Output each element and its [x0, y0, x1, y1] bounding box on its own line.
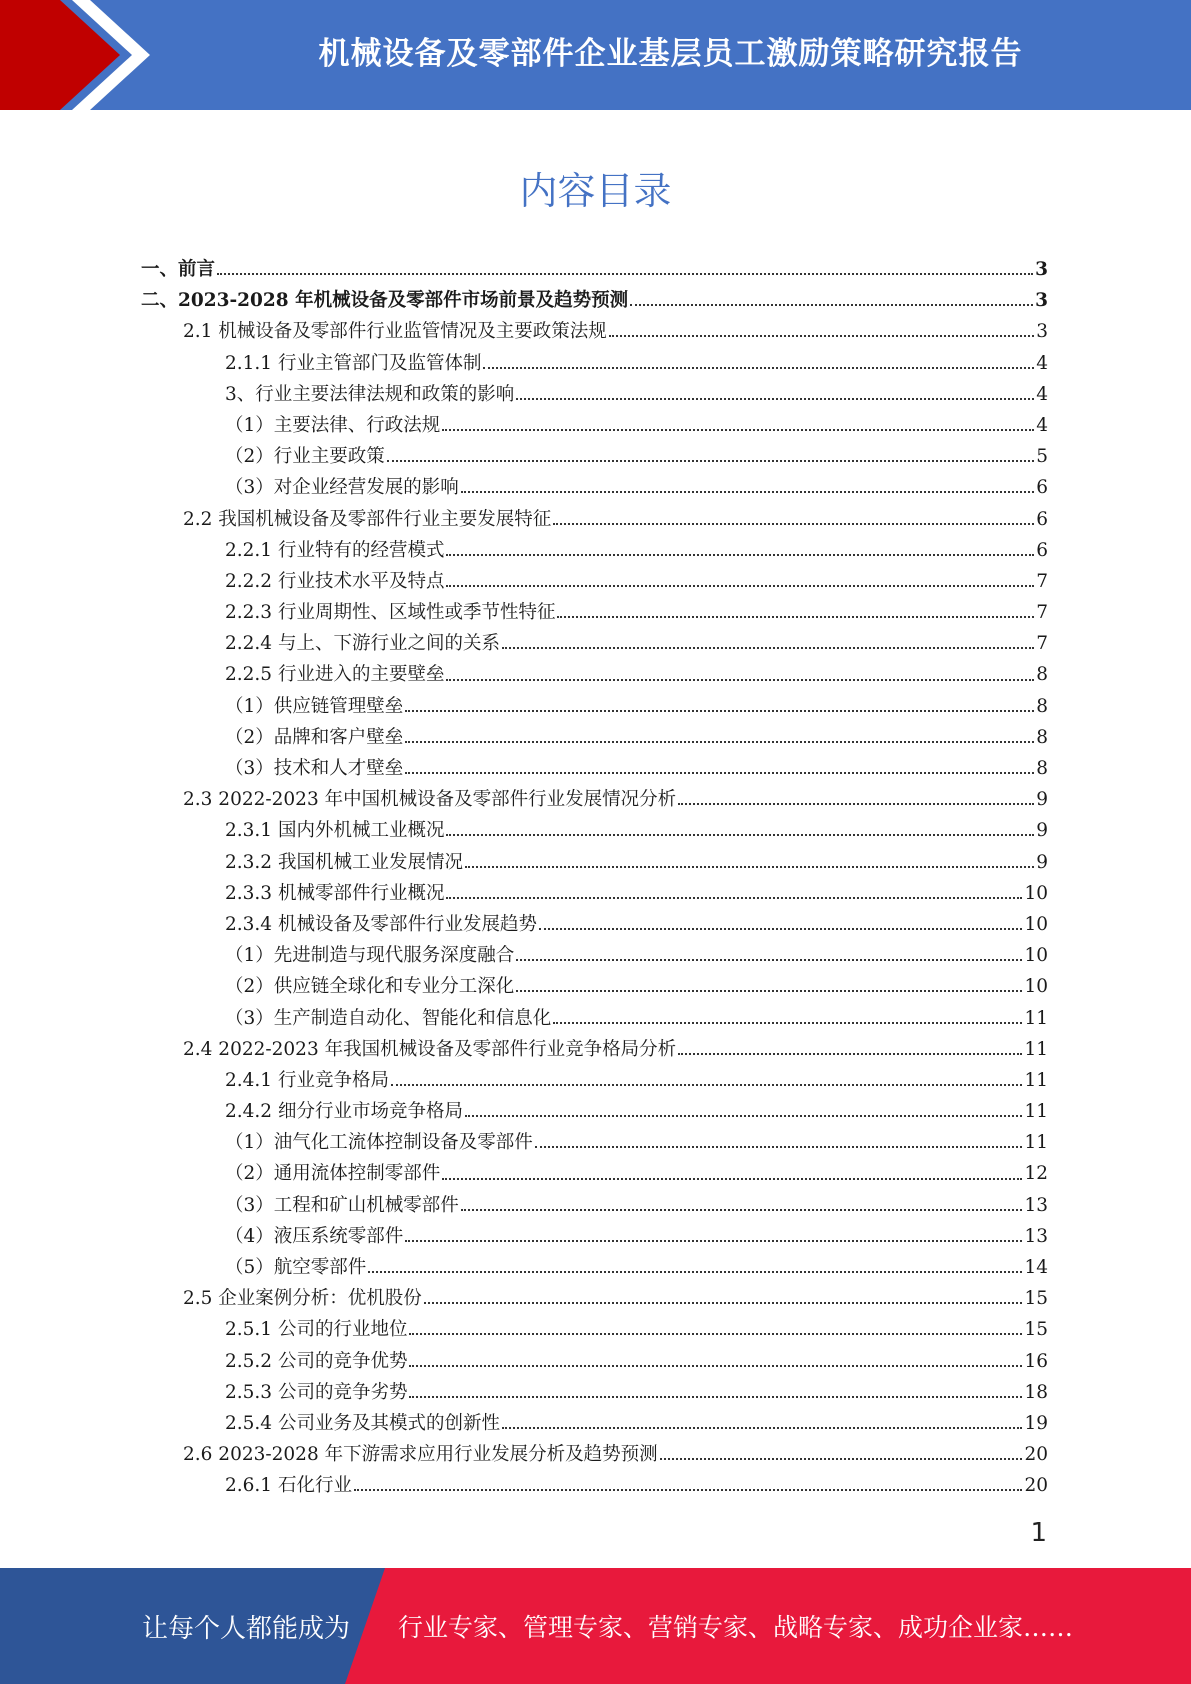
toc-dot-leader: [387, 459, 1034, 462]
toc-dot-leader: [630, 303, 1033, 306]
toc-entry[interactable]: [141, 940, 1048, 971]
toc-entry-label: 2.5.1 公司的行业地位: [225, 1319, 408, 1341]
toc-dot-leader: [446, 553, 1034, 556]
toc-entry[interactable]: [141, 535, 1048, 566]
toc-entry-label: 2.2.5 行业进入的主要壁垒: [225, 664, 445, 686]
report-title: 机械设备及零部件企业基层员工激励策略研究报告: [318, 35, 1023, 72]
toc-entry-label: 2.3.4 机械设备及零部件行业发展趋势: [225, 913, 537, 935]
toc-entry-page: 10: [1024, 882, 1048, 904]
toc-dot-leader: [391, 1083, 1022, 1086]
toc-entry[interactable]: [141, 784, 1048, 815]
toc-entry-page: 11: [1024, 1069, 1048, 1091]
toc-entry-page: 11: [1024, 1132, 1048, 1154]
toc-entry-page: 10: [1024, 945, 1048, 967]
toc-entry-page: 9: [1036, 789, 1048, 811]
toc-entry[interactable]: [141, 691, 1048, 722]
toc-dot-leader: [405, 771, 1034, 774]
toc-dot-leader: [424, 1301, 1023, 1304]
toc-dot-leader: [516, 397, 1034, 400]
toc-entry[interactable]: [141, 1190, 1048, 1221]
toc-entry-page: 3: [1035, 290, 1048, 312]
toc-entry[interactable]: [141, 379, 1048, 410]
toc-entry-page: 9: [1036, 851, 1048, 873]
toc-entry-label: 2.6 2023-2028 年下游需求应用行业发展分析及趋势预测: [183, 1444, 658, 1466]
toc-dot-leader: [553, 522, 1034, 525]
toc-dot-leader: [535, 1145, 1023, 1148]
toc-entry-label: 二、2023-2028 年机械设备及零部件市场前景及趋势预测: [141, 290, 629, 312]
page-footer: [0, 1568, 1191, 1684]
toc-dot-leader: [409, 1332, 1022, 1335]
toc-entry-label: 2.3.1 国内外机械工业概况: [225, 820, 445, 842]
toc-entry-label: 2.2.1 行业特有的经营模式: [225, 539, 445, 561]
toc-dot-leader: [483, 366, 1034, 369]
toc-dot-leader: [446, 833, 1034, 836]
toc-entry-label: 2.4 2022-2023 年我国机械设备及零部件行业竞争格局分析: [183, 1038, 677, 1060]
toc-entry[interactable]: [141, 628, 1048, 659]
toc-entry-page: 13: [1024, 1194, 1048, 1216]
toc-dot-leader: [442, 428, 1034, 431]
toc-entry-label: （1）供应链管理壁垒: [225, 695, 404, 717]
toc-entry-page: 5: [1036, 446, 1048, 468]
toc-dot-leader: [405, 1239, 1022, 1242]
toc-entry-label: 2.2.2 行业技术水平及特点: [225, 570, 445, 592]
toc-dot-leader: [502, 1426, 1022, 1429]
toc-dot-leader: [502, 646, 1034, 649]
toc-entry-label: 2.2.3 行业周期性、区域性或季节性特征: [225, 602, 556, 624]
toc-entry-page: 11: [1024, 1038, 1048, 1060]
toc-entry[interactable]: [141, 909, 1048, 940]
toc-entry-label: （2）通用流体控制零部件: [225, 1163, 441, 1185]
toc-entry[interactable]: [141, 1252, 1048, 1283]
toc-entry-page: 11: [1024, 1101, 1048, 1123]
toc-entry[interactable]: [141, 1096, 1048, 1127]
toc-entry-label: （3）生产制造自动化、智能化和信息化: [225, 1007, 552, 1029]
toc-dot-leader: [405, 740, 1034, 743]
toc-entry-label: 2.2 我国机械设备及零部件行业主要发展特征: [183, 508, 552, 530]
toc-entry-label: 2.3 2022-2023 年中国机械设备及零部件行业发展情况分析: [183, 789, 677, 811]
toc-entry[interactable]: [141, 1065, 1048, 1096]
toc-entry-page: 7: [1036, 570, 1048, 592]
toc-entry-label: 一、前言: [141, 259, 216, 280]
toc-entry-label: 2.5.2 公司的竞争优势: [225, 1350, 408, 1372]
toc-dot-leader: [609, 334, 1034, 337]
toc-entry[interactable]: [141, 971, 1048, 1002]
toc-entry-label: 2.5.3 公司的竞争劣势: [225, 1381, 408, 1403]
toc-entry-page: 13: [1024, 1225, 1048, 1247]
toc-entry-label: （2）供应链全球化和专业分工深化: [225, 976, 515, 998]
toc-entry[interactable]: [141, 1470, 1048, 1501]
toc-dot-leader: [409, 1395, 1022, 1398]
toc-entry[interactable]: [141, 1408, 1048, 1439]
toc-entry[interactable]: [141, 1377, 1048, 1408]
toc-dot-leader: [553, 1021, 1022, 1024]
toc-dot-leader: [678, 802, 1034, 805]
toc-entry[interactable]: [141, 1158, 1048, 1189]
toc-entry[interactable]: [141, 1127, 1048, 1158]
toc-entry-page: 9: [1036, 820, 1048, 842]
toc-entry-page: 4: [1036, 383, 1048, 405]
toc-entry-label: （5）航空零部件: [225, 1257, 367, 1278]
toc-dot-leader: [446, 896, 1022, 899]
toc-dot-leader: [516, 989, 1022, 992]
toc-dot-leader: [368, 1270, 1022, 1273]
toc-entry-page: 8: [1036, 695, 1048, 717]
toc-entry[interactable]: [141, 316, 1048, 347]
toc-entry[interactable]: [141, 659, 1048, 690]
toc-entry-page: 4: [1036, 414, 1048, 436]
toc-entry[interactable]: [141, 441, 1048, 472]
toc-entry[interactable]: [141, 1221, 1048, 1252]
toc-entry[interactable]: [141, 1003, 1048, 1034]
header-arrow-graphic: [0, 0, 170, 110]
toc-dot-leader: [409, 1364, 1022, 1367]
toc-entry-page: 6: [1036, 477, 1048, 499]
toc-dot-leader: [442, 1177, 1022, 1180]
toc-entry-page: 8: [1036, 758, 1048, 779]
toc-title: 内容目录: [519, 169, 672, 213]
toc-entry[interactable]: [141, 722, 1048, 753]
toc-entry-label: 2.4.2 细分行业市场竞争格局: [225, 1101, 463, 1123]
footer-slogan-left: 让每个人都能成为: [142, 1613, 351, 1644]
toc-entry-label: 3、行业主要法律法规和政策的影响: [225, 383, 515, 405]
toc-entry[interactable]: [141, 285, 1048, 316]
toc-entry-page: 3: [1036, 321, 1048, 343]
toc-dot-leader: [678, 1052, 1022, 1055]
toc-entry-page: 8: [1036, 726, 1048, 748]
toc-entry[interactable]: [141, 504, 1048, 535]
toc-entry[interactable]: [141, 1439, 1048, 1470]
toc-entry-page: 11: [1024, 1007, 1048, 1029]
toc-entry[interactable]: [141, 1346, 1048, 1377]
toc-entry-label: 2.5.4 公司业务及其模式的创新性: [225, 1412, 500, 1434]
toc-entry-page: 16: [1024, 1350, 1048, 1372]
toc-entry[interactable]: [141, 410, 1048, 441]
toc-entry[interactable]: [141, 753, 1048, 784]
toc-entry-label: 2.6.1 石化行业: [225, 1475, 352, 1497]
toc-entry-label: （1）先进制造与现代服务深度融合: [225, 945, 515, 967]
toc-entry-label: 2.5 企业案例分析：优机股份: [183, 1288, 422, 1310]
toc-entry-page: 20: [1024, 1444, 1048, 1466]
table-of-contents: [141, 254, 1048, 1502]
toc-entry-label: （1）主要法律、行政法规: [225, 414, 441, 436]
toc-entry-label: （4）液压系统零部件: [225, 1225, 404, 1247]
toc-dot-leader: [539, 927, 1022, 930]
toc-entry-label: （3）工程和矿山机械零部件: [225, 1194, 459, 1216]
toc-dot-leader: [354, 1488, 1023, 1491]
toc-entry-label: 2.3.2 我国机械工业发展情况: [225, 851, 463, 873]
toc-entry-page: 8: [1036, 664, 1048, 686]
toc-dot-leader: [660, 1457, 1023, 1460]
toc-entry[interactable]: [141, 597, 1048, 628]
toc-entry-label: 2.1 机械设备及零部件行业监管情况及主要政策法规: [183, 321, 607, 343]
page-number: 1: [1030, 1518, 1047, 1548]
toc-entry[interactable]: [141, 472, 1048, 503]
toc-entry[interactable]: [141, 878, 1048, 909]
toc-entry[interactable]: [141, 815, 1048, 846]
toc-entry-page: 7: [1036, 633, 1048, 655]
toc-entry-label: 2.2.4 与上、下游行业之间的关系: [225, 633, 500, 655]
toc-entry-label: （3）技术和人才壁垒: [225, 758, 404, 779]
toc-entry-page: 6: [1036, 539, 1048, 561]
toc-entry-page: 15: [1024, 1288, 1048, 1310]
toc-dot-leader: [465, 865, 1034, 868]
toc-dot-leader: [446, 678, 1034, 681]
toc-dot-leader: [405, 709, 1034, 712]
toc-dot-leader: [516, 958, 1022, 961]
toc-entry-label: 2.3.3 机械零部件行业概况: [225, 882, 445, 904]
toc-entry-page: 3: [1035, 259, 1048, 280]
toc-dot-leader: [461, 1208, 1023, 1211]
toc-entry-label: （2）行业主要政策: [225, 446, 385, 468]
toc-entry[interactable]: [141, 1314, 1048, 1345]
toc-dot-leader: [465, 1114, 1022, 1117]
toc-entry-label: （1）油气化工流体控制设备及零部件: [225, 1132, 533, 1154]
toc-entry-page: 10: [1024, 913, 1048, 935]
toc-dot-leader: [446, 584, 1034, 587]
toc-entry-page: 4: [1036, 352, 1048, 374]
footer-slogan-right: 行业专家、管理专家、营销专家、战略专家、成功企业家……: [398, 1613, 1074, 1642]
toc-entry-page: 15: [1024, 1319, 1048, 1341]
toc-entry-page: 14: [1024, 1257, 1048, 1278]
toc-dot-leader: [217, 272, 1033, 275]
toc-entry-page: 10: [1024, 976, 1048, 998]
toc-entry[interactable]: [141, 254, 1048, 285]
toc-entry[interactable]: [141, 1034, 1048, 1065]
toc-entry-label: 2.4.1 行业竞争格局: [225, 1069, 389, 1091]
toc-entry-label: （3）对企业经营发展的影响: [225, 477, 459, 499]
toc-entry-page: 19: [1024, 1412, 1048, 1434]
toc-entry-page: 6: [1036, 508, 1048, 530]
toc-entry[interactable]: [141, 566, 1048, 597]
toc-dot-leader: [557, 615, 1034, 618]
toc-entry[interactable]: [141, 348, 1048, 379]
toc-entry-page: 12: [1024, 1163, 1048, 1185]
page-header: [0, 0, 1191, 110]
toc-entry[interactable]: [141, 847, 1048, 878]
toc-entry-page: 7: [1036, 602, 1048, 624]
toc-entry-label: （2）品牌和客户壁垒: [225, 726, 404, 748]
toc-entry[interactable]: [141, 1283, 1048, 1314]
toc-dot-leader: [461, 490, 1034, 493]
toc-entry-label: 2.1.1 行业主管部门及监管体制: [225, 352, 482, 374]
toc-entry-page: 20: [1024, 1475, 1048, 1497]
toc-entry-page: 18: [1024, 1381, 1048, 1403]
